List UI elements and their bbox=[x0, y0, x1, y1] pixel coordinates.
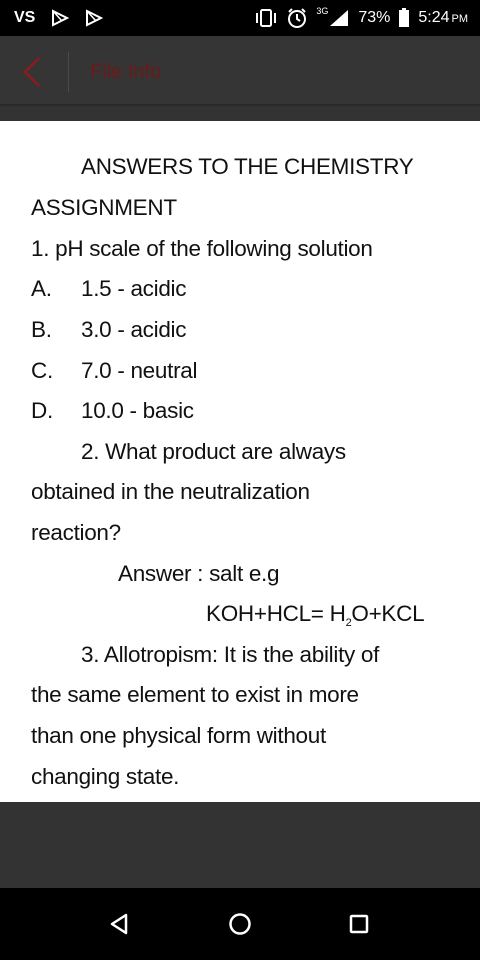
network-type: 3G bbox=[316, 6, 329, 16]
document-title-continued: ASSIGNMENT bbox=[31, 195, 177, 220]
option-text: 3.0 - acidic bbox=[81, 317, 187, 342]
option-letter: B. bbox=[31, 317, 52, 342]
play-store-icon bbox=[85, 9, 103, 27]
question-3-continued: changing state. bbox=[31, 764, 180, 789]
chemical-equation bbox=[206, 600, 424, 632]
question-2-continued: obtained in the neutralization bbox=[31, 479, 310, 504]
back-arrow-icon bbox=[21, 56, 43, 88]
recents-square-icon bbox=[348, 913, 370, 935]
app-bar bbox=[0, 36, 480, 106]
back-triangle-icon bbox=[108, 913, 130, 935]
document-title: ANSWERS TO THE CHEMISTRY bbox=[81, 154, 414, 179]
vs-app-icon: VS bbox=[14, 9, 36, 26]
equation-left: KOH+HCL= H bbox=[206, 601, 346, 626]
option-letter: C. bbox=[31, 358, 53, 383]
nav-recents-button[interactable] bbox=[339, 908, 379, 940]
status-bar bbox=[0, 0, 480, 36]
clock-time: 5:24 bbox=[418, 9, 450, 26]
question-1: 1. pH scale of the following solution bbox=[31, 236, 373, 261]
clock bbox=[418, 9, 468, 27]
nav-back-button[interactable] bbox=[99, 908, 139, 940]
question-2-continued: reaction? bbox=[31, 520, 121, 545]
signal-icon bbox=[328, 8, 350, 28]
play-store-icon bbox=[51, 9, 69, 27]
clock-ampm: PM bbox=[451, 13, 468, 25]
answer-label: Answer : salt e.g bbox=[118, 561, 280, 586]
option-text: 1.5 - acidic bbox=[81, 276, 187, 301]
home-circle-icon bbox=[228, 912, 252, 936]
app-bar-bottom-border bbox=[0, 104, 480, 106]
notification-icons bbox=[14, 9, 103, 27]
question-2: 2. What product are always bbox=[81, 439, 346, 464]
equation-right: O+KCL bbox=[351, 601, 425, 626]
option-text: 7.0 - neutral bbox=[81, 358, 198, 383]
navigation-bar bbox=[0, 888, 480, 960]
equation-subscript: 2 bbox=[345, 617, 352, 629]
question-3-continued: the same element to exist in more bbox=[31, 682, 359, 707]
vibrate-icon bbox=[254, 8, 278, 28]
nav-home-button[interactable] bbox=[220, 908, 260, 940]
battery-percent: 73% bbox=[358, 9, 391, 26]
back-button[interactable] bbox=[12, 52, 52, 92]
page-title: File Info bbox=[90, 61, 162, 83]
question-3: 3. Allotropism: It is the ability of bbox=[81, 642, 380, 667]
question-3-continued: than one physical form without bbox=[31, 723, 326, 748]
document-page bbox=[0, 121, 480, 802]
app-bar-divider bbox=[68, 52, 69, 92]
option-text: 10.0 - basic bbox=[81, 398, 194, 423]
status-right bbox=[254, 0, 468, 36]
option-letter: A. bbox=[31, 276, 52, 301]
alarm-icon bbox=[286, 7, 308, 29]
battery-icon bbox=[398, 8, 410, 28]
option-letter: D. bbox=[31, 398, 53, 423]
